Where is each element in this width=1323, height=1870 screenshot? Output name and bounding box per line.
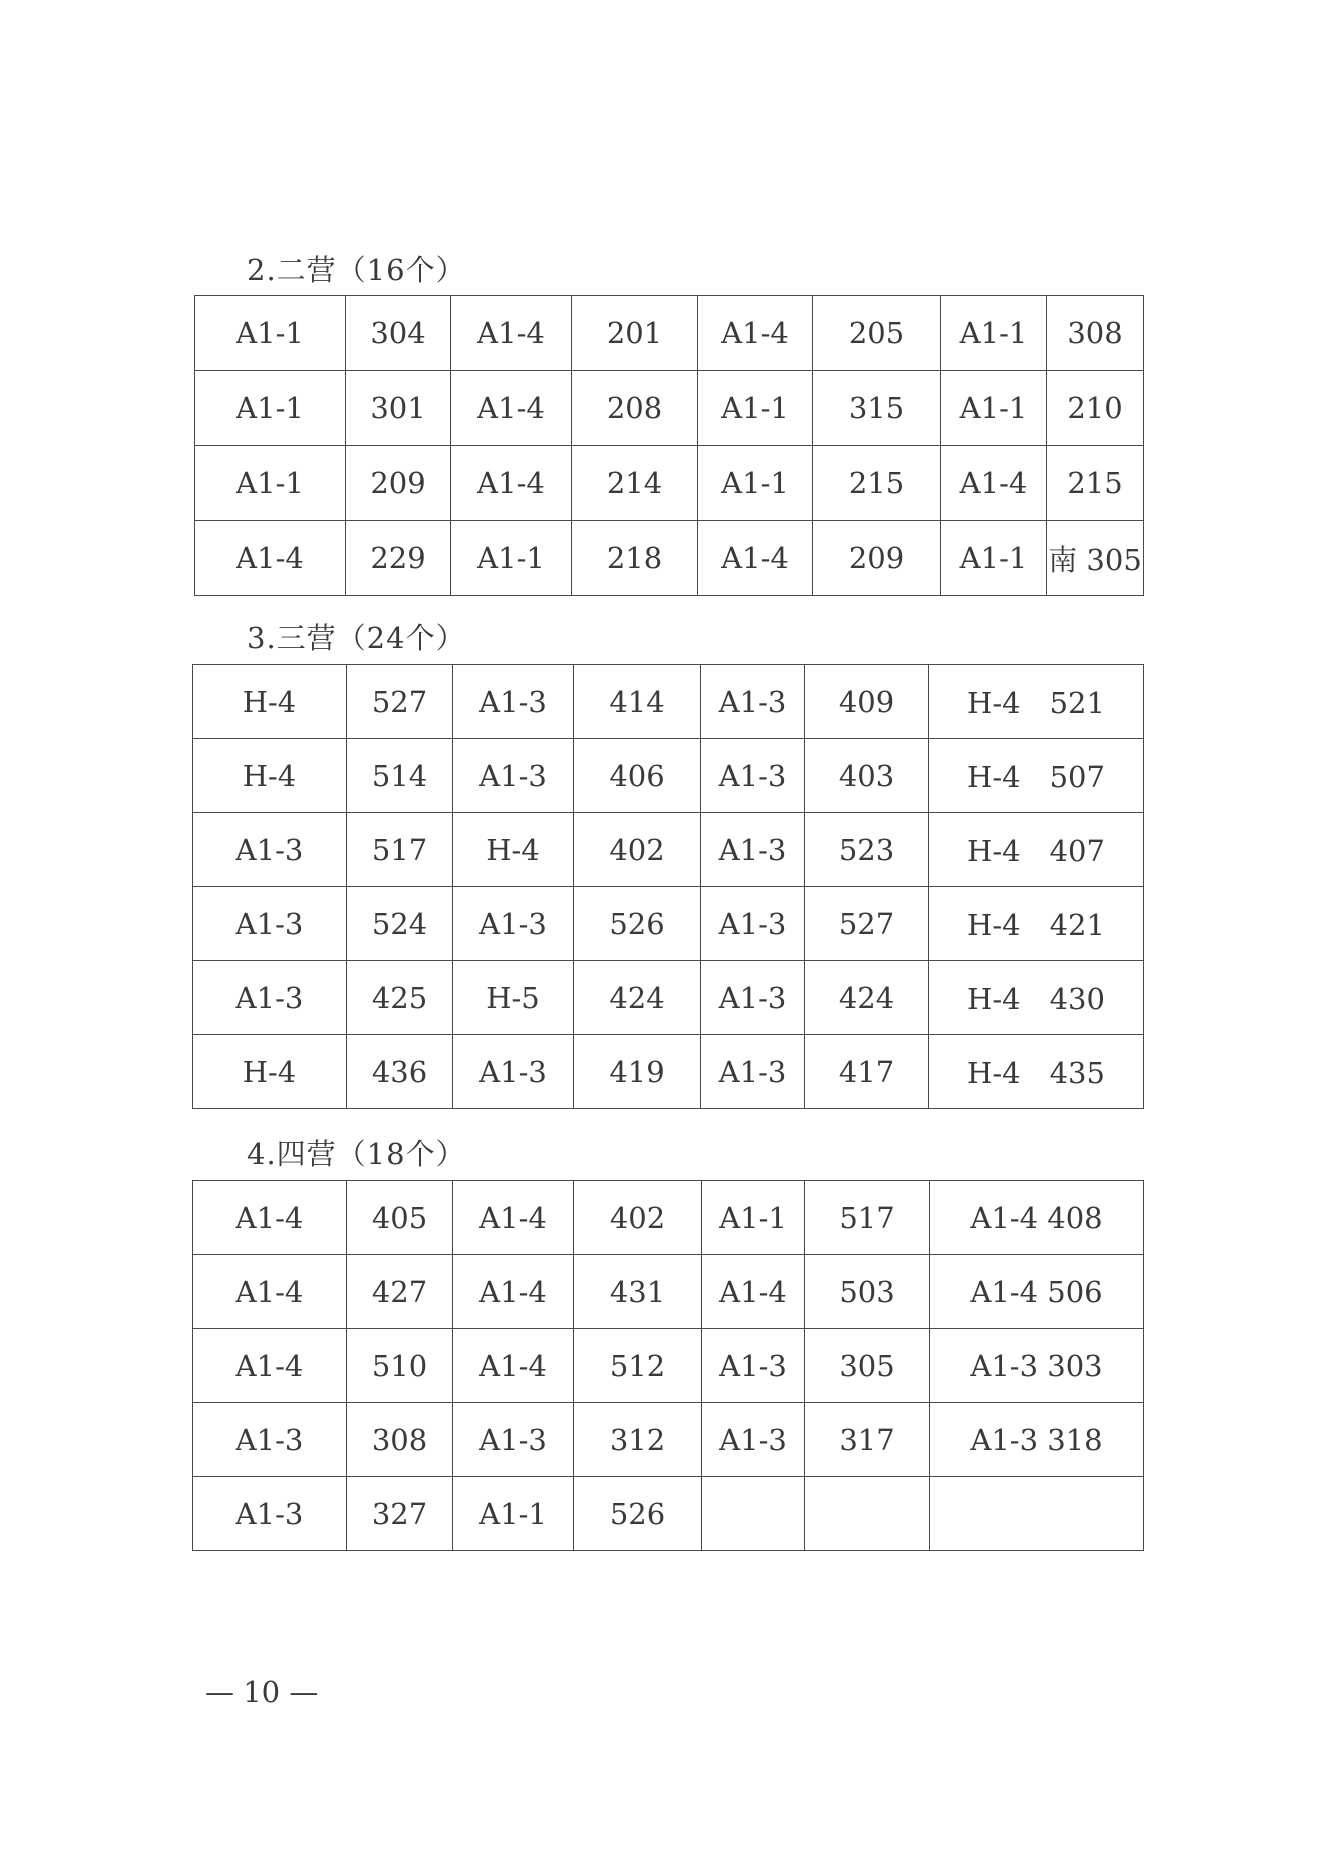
table-row xyxy=(195,371,1144,446)
table-cell: A1-1 xyxy=(941,371,1047,446)
section-3-table xyxy=(192,664,1144,1109)
table-cell: 436 xyxy=(347,1035,453,1109)
table-cell: 523 xyxy=(805,813,929,887)
table-row xyxy=(195,296,1144,371)
table-cell: A1-3 303 xyxy=(930,1329,1144,1403)
table-cell: A1-4 xyxy=(453,1255,574,1329)
table-cell: A1-4 xyxy=(941,446,1047,521)
table-cell: 315 xyxy=(813,371,941,446)
table-cell: A1-4 506 xyxy=(930,1255,1144,1329)
table-cell: A1-1 xyxy=(941,521,1047,596)
table-cell: 503 xyxy=(805,1255,930,1329)
table-cell: 514 xyxy=(347,739,453,813)
table-cell: A1-4 xyxy=(698,521,813,596)
table-cell: H-4 xyxy=(193,1035,347,1109)
table-cell: 527 xyxy=(805,887,929,961)
table-cell: A1-3 xyxy=(701,961,805,1035)
table-cell: H-4 xyxy=(453,813,574,887)
table-cell: A1-3 xyxy=(193,1477,347,1551)
table-cell: 527 xyxy=(347,665,453,739)
table-cell: A1-3 xyxy=(453,1035,574,1109)
section-4-table xyxy=(192,1180,1144,1551)
table-cell xyxy=(930,1477,1144,1551)
table-cell: A1-3 xyxy=(701,1035,805,1109)
table-cell: A1-3 318 xyxy=(930,1403,1144,1477)
table-cell: H-5 xyxy=(453,961,574,1035)
table-cell: A1-3 xyxy=(193,813,347,887)
table-cell: A1-1 xyxy=(195,371,346,446)
table-cell: 215 xyxy=(813,446,941,521)
table-cell: A1-3 xyxy=(701,813,805,887)
table-row xyxy=(193,1329,1144,1403)
table-cell: 414 xyxy=(574,665,701,739)
table-cell: 419 xyxy=(574,1035,701,1109)
table-cell: A1-1 xyxy=(453,1477,574,1551)
table-cell: 229 xyxy=(346,521,451,596)
table-row xyxy=(193,887,1144,961)
table-row xyxy=(193,813,1144,887)
table-cell: 425 xyxy=(347,961,453,1035)
table-cell: 301 xyxy=(346,371,451,446)
table-cell: 512 xyxy=(574,1329,702,1403)
table-cell: A1-4 xyxy=(195,521,346,596)
table-cell: H-4 430 xyxy=(929,961,1144,1035)
table-cell: A1-3 xyxy=(453,739,574,813)
table-cell: A1-1 xyxy=(698,446,813,521)
table-cell: H-4 xyxy=(193,665,347,739)
table-cell: A1-1 xyxy=(195,446,346,521)
section-2-table xyxy=(194,295,1144,596)
table-cell: A1-1 xyxy=(698,371,813,446)
table-cell: A1-3 xyxy=(702,1329,805,1403)
table-cell: 517 xyxy=(347,813,453,887)
table-cell: H-4 407 xyxy=(929,813,1144,887)
table-row xyxy=(193,1255,1144,1329)
table-cell: A1-1 xyxy=(195,296,346,371)
table-cell: 417 xyxy=(805,1035,929,1109)
table-cell: 403 xyxy=(805,739,929,813)
table-cell: 409 xyxy=(805,665,929,739)
table-cell: A1-4 xyxy=(451,446,572,521)
table-cell: A1-1 xyxy=(941,296,1047,371)
table-cell: 510 xyxy=(347,1329,453,1403)
table-cell: A1-3 xyxy=(453,665,574,739)
table-row xyxy=(193,1035,1144,1109)
table-cell: A1-3 xyxy=(453,887,574,961)
table-cell: A1-4 xyxy=(193,1255,347,1329)
table-cell: 424 xyxy=(805,961,929,1035)
table-row xyxy=(193,1403,1144,1477)
table-cell: 402 xyxy=(574,1181,702,1255)
table-cell: 427 xyxy=(347,1255,453,1329)
table-cell: 526 xyxy=(574,1477,702,1551)
table-cell: A1-4 408 xyxy=(930,1181,1144,1255)
table-cell: 517 xyxy=(805,1181,930,1255)
table-cell: 南 305 xyxy=(1047,521,1144,596)
table-cell: H-4 xyxy=(193,739,347,813)
table-row xyxy=(193,961,1144,1035)
table-cell: 215 xyxy=(1047,446,1144,521)
table-cell: 209 xyxy=(813,521,941,596)
table-row xyxy=(195,521,1144,596)
table-cell: A1-4 xyxy=(193,1329,347,1403)
table-cell: 218 xyxy=(572,521,698,596)
table-cell: A1-4 xyxy=(698,296,813,371)
table-cell: A1-3 xyxy=(701,739,805,813)
table-cell: 205 xyxy=(813,296,941,371)
table-cell: 405 xyxy=(347,1181,453,1255)
table-cell: A1-3 xyxy=(193,1403,347,1477)
table-cell: 317 xyxy=(805,1403,930,1477)
table-cell: A1-1 xyxy=(702,1181,805,1255)
table-cell: 424 xyxy=(574,961,701,1035)
table-cell: A1-3 xyxy=(193,887,347,961)
table-cell: A1-4 xyxy=(702,1255,805,1329)
table-cell xyxy=(805,1477,930,1551)
table-cell: 214 xyxy=(572,446,698,521)
table-cell: A1-4 xyxy=(451,296,572,371)
table-cell xyxy=(702,1477,805,1551)
table-row xyxy=(193,739,1144,813)
table-cell: 526 xyxy=(574,887,701,961)
table-cell: A1-4 xyxy=(193,1181,347,1255)
table-row xyxy=(193,1181,1144,1255)
table-cell: 210 xyxy=(1047,371,1144,446)
table-row xyxy=(193,665,1144,739)
table-cell: 308 xyxy=(347,1403,453,1477)
table-cell: H-4 435 xyxy=(929,1035,1144,1109)
table-cell: 208 xyxy=(572,371,698,446)
table-cell: 524 xyxy=(347,887,453,961)
table-cell: H-4 507 xyxy=(929,739,1144,813)
table-row xyxy=(195,446,1144,521)
page-number: — 10 — xyxy=(205,1675,319,1709)
table-cell: 201 xyxy=(572,296,698,371)
table-cell: A1-4 xyxy=(451,371,572,446)
section-2-title: 2.二营（16个） xyxy=(247,253,466,287)
table-cell: A1-4 xyxy=(453,1181,574,1255)
table-cell: H-4 521 xyxy=(929,665,1144,739)
table-cell: A1-3 xyxy=(701,887,805,961)
table-row xyxy=(193,1477,1144,1551)
table-cell: A1-3 xyxy=(193,961,347,1035)
table-cell: 402 xyxy=(574,813,701,887)
table-cell: A1-3 xyxy=(702,1403,805,1477)
table-cell: A1-3 xyxy=(453,1403,574,1477)
section-3-title: 3.三营（24个） xyxy=(247,621,466,655)
table-cell: 308 xyxy=(1047,296,1144,371)
section-4-title: 4.四营（18个） xyxy=(247,1137,466,1171)
table-cell: 304 xyxy=(346,296,451,371)
table-cell: 406 xyxy=(574,739,701,813)
table-cell: 327 xyxy=(347,1477,453,1551)
table-cell: 431 xyxy=(574,1255,702,1329)
table-cell: A1-1 xyxy=(451,521,572,596)
table-cell: A1-4 xyxy=(453,1329,574,1403)
table-cell: 305 xyxy=(805,1329,930,1403)
table-cell: 312 xyxy=(574,1403,702,1477)
table-cell: A1-3 xyxy=(701,665,805,739)
table-cell: 209 xyxy=(346,446,451,521)
table-cell: H-4 421 xyxy=(929,887,1144,961)
